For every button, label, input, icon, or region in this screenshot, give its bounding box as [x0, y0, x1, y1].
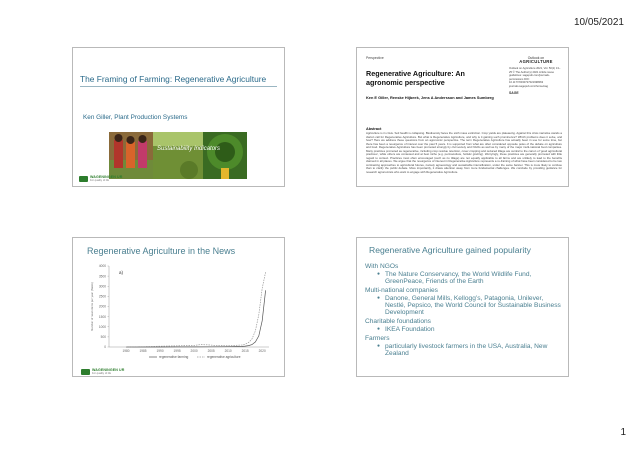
list-item: ● particularly livestock farmers in the USA, Australia, New Zealand: [377, 343, 565, 357]
slide-paper-abstract[interactable]: [356, 47, 569, 187]
title-divider: [80, 86, 277, 87]
slide-title: Regenerative Agriculture in the News: [87, 246, 236, 256]
header-date: 10/05/2021: [573, 17, 624, 28]
slide-author: Ken Giller, Plant Production Systems: [83, 114, 188, 121]
category-foundations: Charitable foundations: [365, 318, 431, 325]
y-axis-label: Number of news items per year (Nexis): [90, 282, 94, 331]
slide-popularity[interactable]: [356, 237, 569, 377]
legend-label: regenerative agriculture: [207, 355, 241, 359]
journal-name: AGRICULTURE: [519, 59, 553, 64]
journal-details: Outlook on Agriculture 2021, Vol. 50(1) 13–25 © The Author(s) 2021 Article reuse guidelines: sagepub.com/journals-permissions DOI: 10.1177/0030727021998063 journals.sagepub.com/home/oag: [509, 67, 561, 88]
y-tick-label: 1500: [98, 314, 106, 319]
abstract-text: Agriculture is in crisis. Soil health is collapsing. Biodiversity faces the sixth mass extinction. Crop yields are plateauing. Against this crisis narrative stands a clarion call for Regenerative Agriculture. But what is Regenerative Agriculture, and why is it gaining such prominence? Which problems does it solve, and how? Here we address these questions from an agronomic perspective. The term Regenerative Agriculture has actually been in use for some time, but there has been a resurgence of interest over the past 5 years. It is supported from what are often considered opposite poles of the debate on agriculture and food. Regenerative Agriculture has been promoted strongly by civil society and NGOs as well as by many of the major multi-national food companies. Many practices promoted as regenerative, including crop residue retention, cover cropping and reduced tillage are central to the canon of 'good agricultural practices', while others are contested and at best niche (e.g. permaculture, holistic grazing). Worryingly, these practices are generally promoted with little regard to context. Practices most often encouraged (such as no tillage) are not equally applicable to all farms and are unlikely to lead to the benefits claimed in all places. We argue that the resurgence of interest in Regenerative Agriculture represents a re-framing of what have been considered to be two contrasting approaches to agricultural futures, namely agroecology and sustainable intensification, under the same banner. This is more likely to confuse than to clarify the public debate. More importantly, it draws attention away from more fundamental challenges. We conclude by providing guidance for research agronomists who want to engage with Regenerative Agriculture.: [366, 131, 562, 175]
x-tick-label: 2020: [258, 349, 266, 353]
series-line-2: [126, 272, 266, 347]
legend-label: regenerative farming: [159, 355, 189, 359]
logo-name: WAGENINGEN UR: [90, 175, 123, 179]
x-tick-label: 1980: [122, 349, 130, 353]
abstract-heading: Abstract: [366, 127, 382, 131]
slide-news-chart[interactable]: [72, 237, 285, 377]
journal-prefix: Outlook on: [527, 56, 545, 60]
page-number: 1: [620, 427, 626, 438]
paper-title: Regenerative Agriculture: An agronomic perspective: [366, 69, 465, 87]
logo-tagline: For quality of life: [92, 372, 112, 375]
paper-heading-block: [366, 56, 502, 100]
photo-collage: [109, 132, 247, 179]
logo-mark-icon: [81, 369, 90, 375]
publisher-logo: SAGE: [509, 90, 519, 95]
popularity-list: [365, 263, 565, 359]
slide-title: Regenerative Agriculture gained popularity: [369, 245, 531, 255]
wageningen-logo: [81, 368, 124, 375]
category-companies: Multi-national companies: [365, 287, 438, 294]
paper-type-label: Perspective: [366, 56, 384, 60]
x-tick-label: 2010: [224, 349, 232, 353]
y-tick-label: 4000: [98, 264, 106, 269]
paper-authors: Ken E Giller, Renske Hijbeek, Jens A Andersson and James Sumberg: [366, 95, 494, 100]
x-tick-label: 1990: [156, 349, 164, 353]
category-ngos: With NGOs: [365, 263, 399, 270]
news-line-chart: [73, 258, 285, 368]
x-tick-label: 2000: [190, 349, 198, 353]
logo-tagline: For quality of life: [90, 179, 110, 182]
list-item: ● Danone, General Mills, Kellogg’s, Patagonia, Unilever, Nestlé, Pepsico, the World Council for Sustainable Business Development: [377, 295, 565, 316]
slide-title-framing[interactable]: [72, 47, 285, 187]
category-farmers: Farmers: [365, 335, 390, 342]
x-tick-label: 1995: [173, 349, 181, 353]
slide-title: The Framing of Farming: Regenerative Agriculture: [80, 74, 267, 84]
panel-label: a): [119, 270, 124, 275]
x-tick-label: 1985: [139, 349, 147, 353]
journal-sidebar: [509, 56, 563, 95]
list-item: ● IKEA Foundation: [377, 326, 565, 333]
logo-mark-icon: [79, 176, 88, 182]
photo-overlay-text: Sustainability Indicators: [157, 146, 221, 152]
y-tick-label: 1000: [98, 324, 106, 329]
y-tick-label: 2000: [98, 304, 106, 309]
y-tick-label: 2500: [98, 294, 106, 299]
x-tick-label: 2005: [207, 349, 215, 353]
series-line-1: [126, 290, 266, 347]
wageningen-logo: [79, 175, 122, 182]
x-tick-label: 2015: [241, 349, 249, 353]
y-tick-label: 3000: [98, 284, 106, 289]
list-item: ● The Nature Conservancy, the World Wildlife Fund, GreenPeace, Friends of the Earth: [377, 271, 565, 285]
y-tick-label: 500: [100, 335, 106, 340]
journal-masthead: [509, 56, 563, 64]
logo-name: WAGENINGEN UR: [92, 368, 125, 372]
y-tick-label: 3500: [98, 274, 106, 279]
y-tick-label: 0: [104, 345, 106, 350]
